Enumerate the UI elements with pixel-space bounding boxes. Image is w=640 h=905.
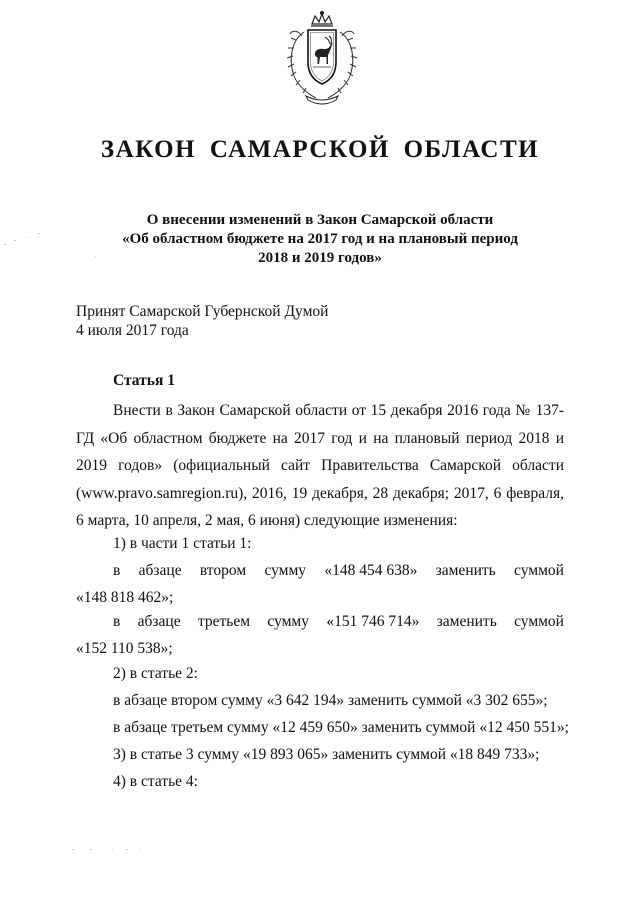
subtitle-line: 2018 и 2019 годов»: [258, 250, 382, 266]
word: суммой: [514, 562, 564, 579]
item-1-line-2: [113, 613, 564, 631]
item-4: 4) в статье 4:: [113, 773, 198, 790]
intro-paragraph-block: [76, 397, 564, 535]
word: сумму: [264, 562, 307, 579]
adoption-date: 4 июля 2017 года: [76, 322, 189, 339]
item-2-line-1: в абзаце втором сумму «3 642 194» заменить суммой «3 302 655»;: [113, 692, 548, 709]
article-heading: Статья 1: [113, 372, 175, 389]
word: «148 454 638»: [324, 562, 418, 579]
word: в: [113, 562, 121, 579]
word: абзаце: [138, 562, 182, 579]
scan-speck: [126, 849, 128, 850]
subtitle-line: «Об областном бюджете на 2017 год и на плановый период: [122, 231, 518, 247]
scan-speck: [90, 849, 92, 850]
word: в: [113, 613, 121, 630]
word: сумму: [267, 613, 309, 630]
scan-speck: [38, 233, 40, 234]
adoption-note: [76, 302, 328, 340]
word: заменить: [435, 562, 496, 579]
item-1-line-2-continuation: «152 110 538»;: [76, 640, 173, 657]
word: втором: [199, 562, 247, 579]
scan-speck: [4, 244, 6, 245]
scan-speck: [26, 237, 27, 238]
item-1: 1) в части 1 статьи 1:: [113, 535, 252, 552]
law-subtitle: [0, 211, 640, 268]
word: «151 746 714»: [326, 613, 420, 630]
subtitle-line: О внесении изменений в Закон Самарской области: [146, 212, 494, 228]
item-2: 2) в статье 2:: [113, 665, 198, 682]
coat-of-arms-emblem: [282, 10, 362, 106]
intro-paragraph: Внести в Закон Самарской области от 15 декабря 2016 года № 137-ГД «Об областном бюджете на 2017 год и на плановый период 2018 и 2019 годов» (официальный сайт Правительства Самарской области (www.pravo.samregion.ru), 2016, 19 декабря, 28 декабря; 2017, 6 февраля, 6 марта, 10 апреля, 2 мая, 6 июня) следующие изменения:: [76, 402, 564, 529]
scan-speck: [72, 849, 74, 850]
word: заменить: [436, 613, 497, 630]
scan-speck: [14, 240, 16, 241]
item-1-line-1: [113, 562, 564, 580]
scan-speck: [112, 849, 113, 850]
item-1-line-1-continuation: «148 818 462»;: [76, 589, 174, 606]
adoption-body: Принят Самарской Губернской Думой: [76, 303, 329, 320]
law-title: ЗАКОН САМАРСКОЙ ОБЛАСТИ: [100, 136, 540, 163]
item-3: 3) в статье 3 сумму «19 893 065» заменить суммой «18 849 733»;: [113, 746, 540, 763]
scan-speck: [140, 849, 141, 850]
scan-speck: [95, 256, 96, 257]
word: третьем: [197, 613, 251, 630]
word: суммой: [514, 613, 564, 630]
word: абзаце: [137, 613, 181, 630]
item-2-line-2: в абзаце третьем сумму «12 459 650» заменить суммой «12 450 551»;: [113, 719, 569, 736]
